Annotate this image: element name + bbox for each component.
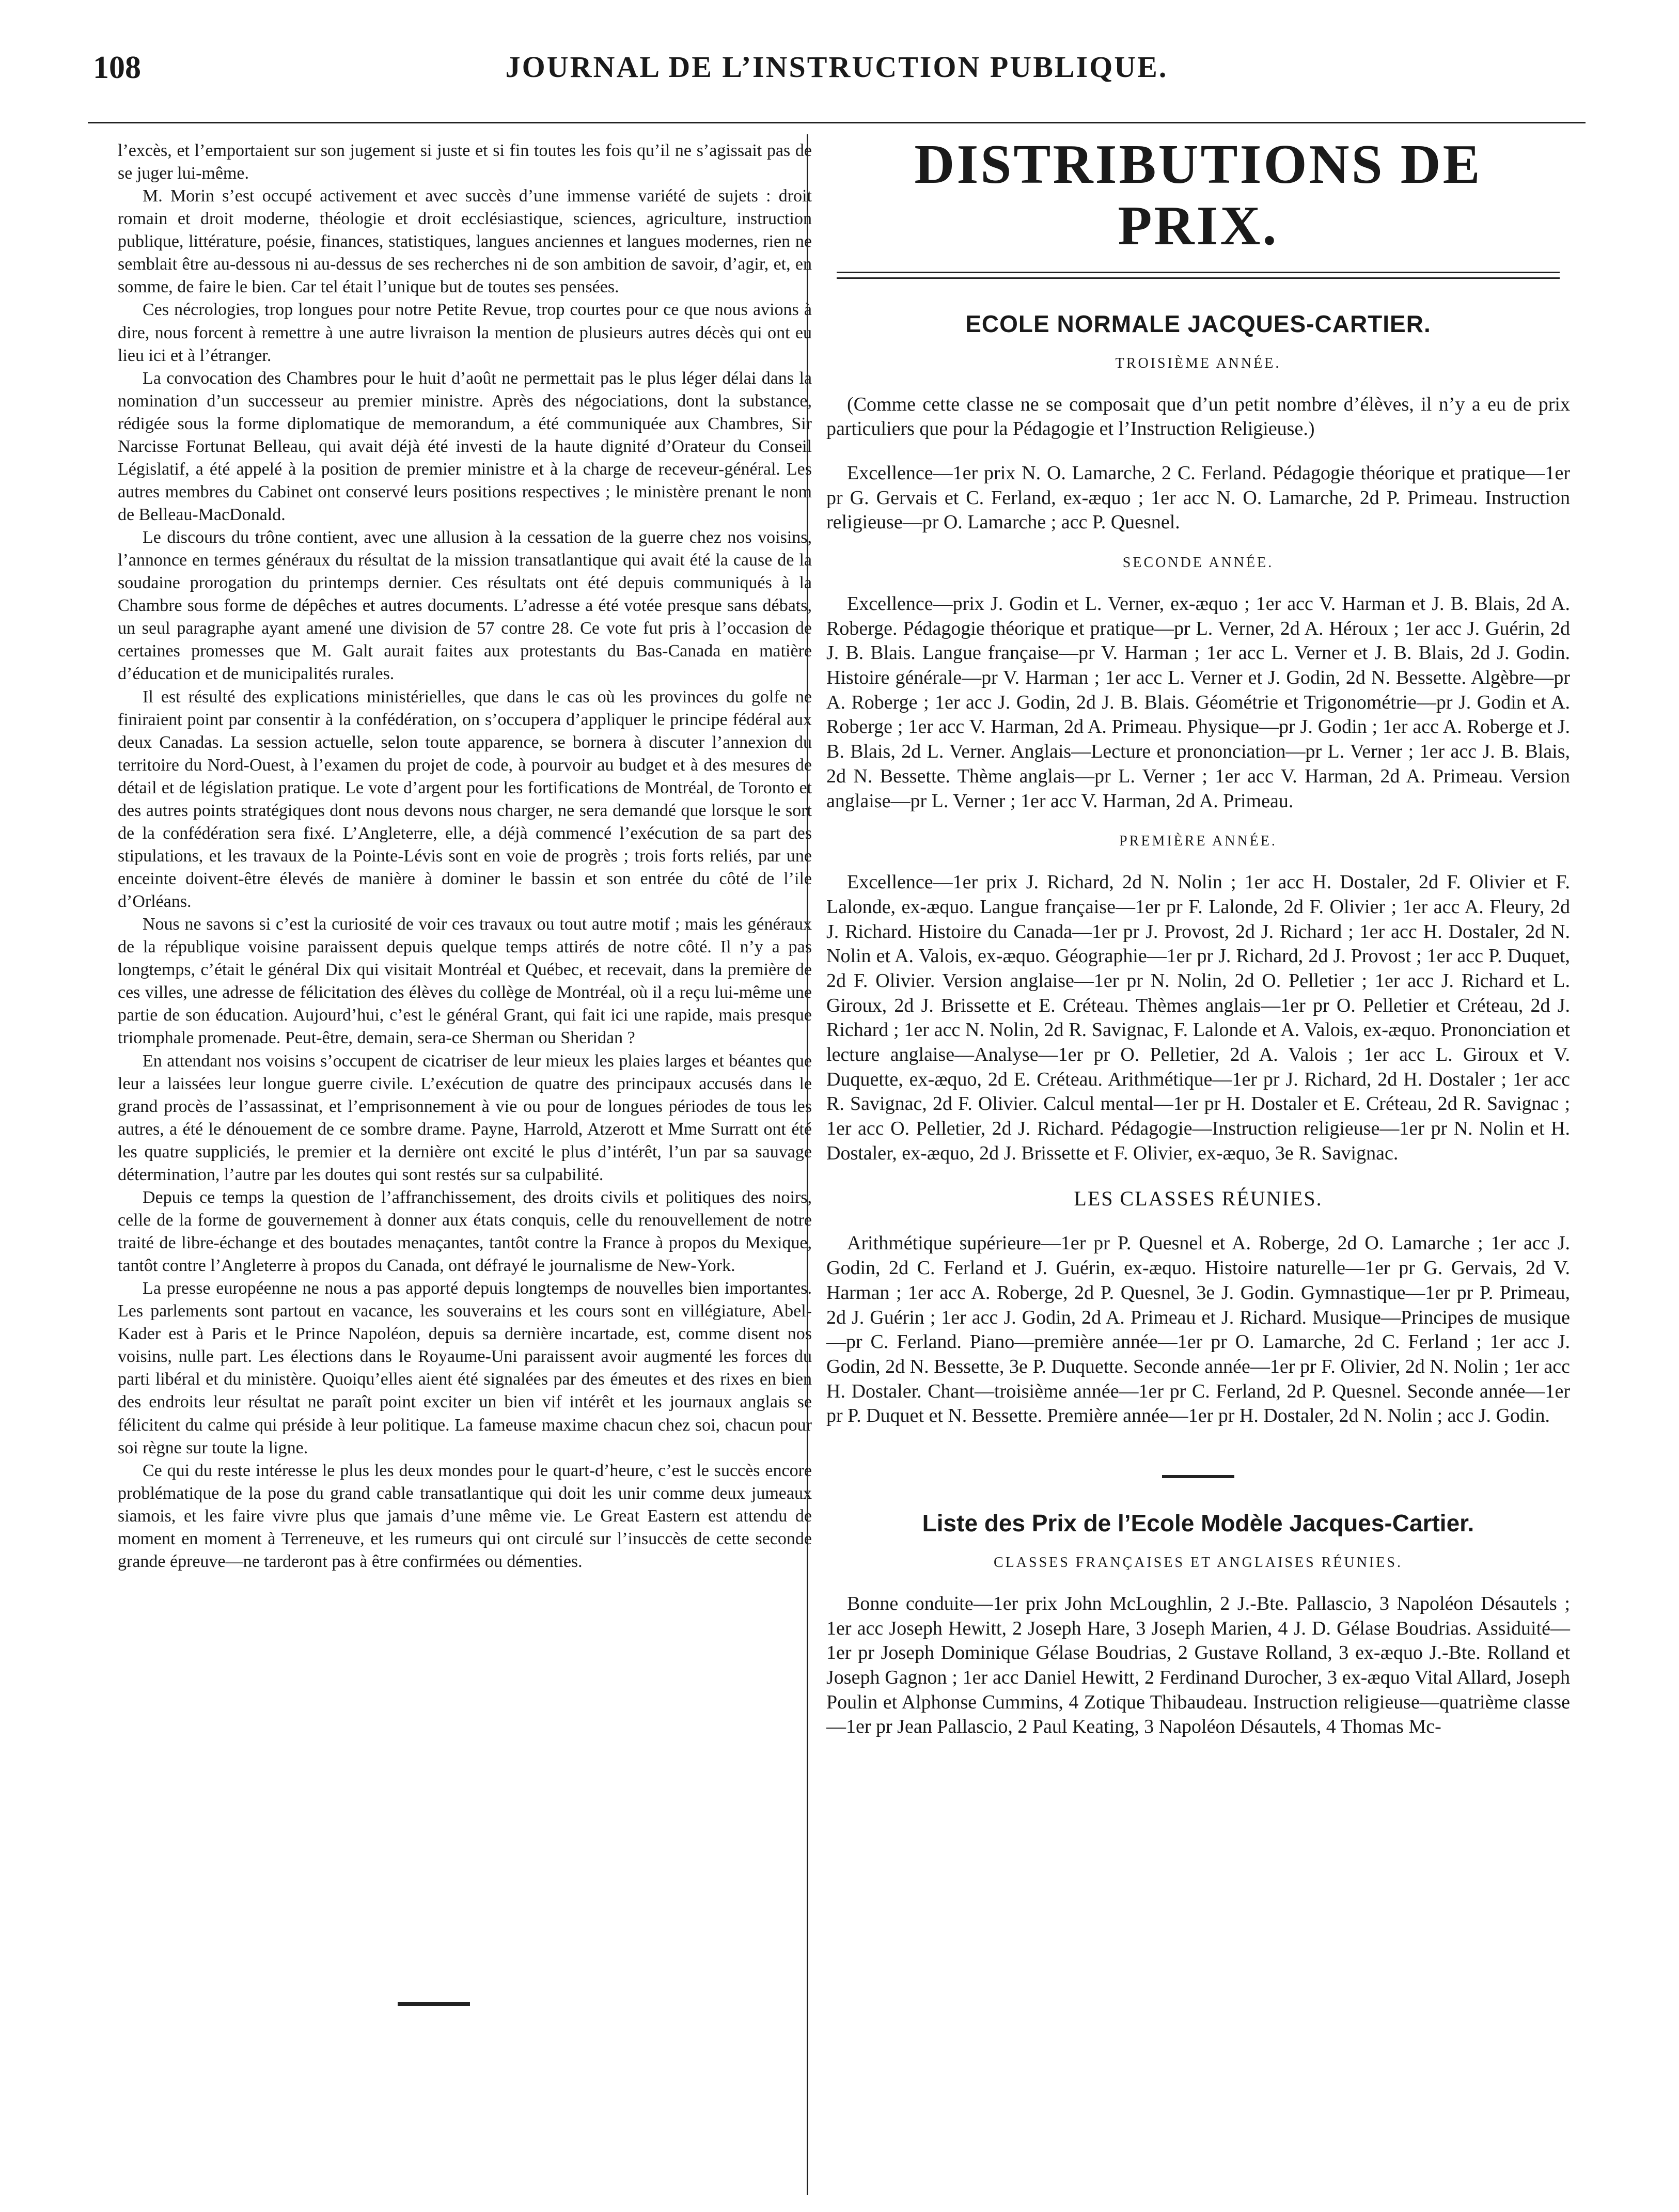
prize-list-modele: Bonne conduite—1er prix John McLoughlin, 2 J.-Bte. Pallascio, 3 Napoléon Désautels ; 1er acc Joseph Hewitt, 2 Joseph Hare, 3 Joseph Marien, 4 J. D. Gélase Boudrias. Assiduité—1er pr Joseph Dominique Gélase Boudrias, 2 Gustave Rolland, 3 ex-æquo J.-Bte. Rolland et Joseph Gagnon ; 1er acc Daniel Hewitt, 2 Ferdinand Durocher, 3 ex-æquo Vital Allard, Joseph Poulin et Alphonse Cummins, 4 Zotique Thibaudeau. Instruction religieuse—quatrième classe—1er pr Jean Pallascio, 2 Paul Keating, 3 Napoléon Désautels, 4 Thomas Mc-: [826, 1592, 1570, 1738]
class-note: (Comme cette classe ne se composait que d’un petit nombre d’élèves, il n’y a eu de prix particuliers que pour la Pédagogie et l’Instruction Religieuse.): [826, 393, 1570, 440]
journal-title: JOURNAL DE L’INSTRUCTION PUBLIQUE.: [505, 50, 1168, 84]
classes-reunies-heading: LES CLASSES RÉUNIES.: [1074, 1187, 1323, 1211]
year-heading-seconde: SECONDE ANNÉE.: [1122, 555, 1274, 571]
paragraph: Ces nécrologies, trop longues pour notre Petite Revue, trop courtes pour ce que nous avions à dire, nous forcent à remettre à une autre livraison la mention de plusieurs autres décès qui ont eu lieu ici et à l’étranger.: [118, 300, 812, 365]
school-title: ECOLE NORMALE JACQUES-CARTIER.: [965, 310, 1431, 337]
year-heading-premiere: PREMIÈRE ANNÉE.: [1119, 833, 1277, 850]
right-column: [826, 134, 1570, 1759]
paragraph: La convocation des Chambres pour le huit d’août ne permettait pas le plus léger délai dans la nomination d’un successeur au premier ministre. Après des négociations, dont la substance, rédigée sous la forme diplomatique de memorandum, a été communiquée aux Chambres, Sir Narcisse Fortunat Belleau, qui avait déjà été investi de la haute dignité d’Orateur du Conseil Législatif, a été appelé à la position de premier ministre et à la charge de receveur-général. Les autres membres du Cabinet ont conservé leurs positions respectives ; le ministère prenant le nom de Belleau-MacDonald.: [118, 368, 812, 524]
paragraph: Nous ne savons si c’est la curiosité de voir ces travaux ou tout autre motif ; mais les généraux de la république voisine paraissent depuis quelque temps attirés de notre côté. Il n’y a pas longtemps, c’était le général Dix qui visitait Montréal et Québec, et recevait, dans la première de ces villes, une adresse de félicitation des élèves du collège de Montréal, où il a reçu lui-même une partie de son éducation. Aujourd’hui, c’est le général Grant, qui fait ici une rapide, mais presque triomphale promenade. Peut-être, demain, sera-ce Sherman ou Sheridan ?: [118, 915, 812, 1048]
paragraph: M. Morin s’est occupé activement et avec succès d’une immense variété de sujets : droit romain et droit moderne, théologie et droit ecclésiastique, sciences, agriculture, instruction publique, littérature, poésie, finances, statistiques, langues anciennes et langues modernes, rien ne semblait être au-dessous ni au-dessus de ses recherches ni de son ambition de savoir, d’agir, et, en somme, de faire le bien. Car tel était l’unique but de toutes ses pensées.: [118, 186, 812, 297]
ecole-modele-subheading: CLASSES FRANÇAISES ET ANGLAISES RÉUNIES.: [994, 1554, 1403, 1571]
section-separator: [1162, 1475, 1234, 1478]
paragraph: Ce qui du reste intéresse le plus les deux mondes pour le quart-d’heure, c’est le succès encore problématique de la pose du grand cable transatlantique qui doit les unir comme deux jumeaux siamois, et les faire vivre plus que jamais d’une même vie. Le Great Eastern est attendu de moment en moment à Terreneuve, et les rumeurs qui ont circulé sur l’insuccès de cette seconde grande épreuve—ne tarderont pas à être confirmées ou démenties.: [118, 1461, 812, 1571]
prize-list-premiere: Excellence—1er prix J. Richard, 2d N. Nolin ; 1er acc H. Dostaler, 2d F. Olivier et F. Lalonde, ex-æquo. Langue française—1er pr F. Lalonde, 2d F. Olivier ; 1er acc A. Fleury, 2d J. Richard. Histoire du Canada—1er pr J. Provost, 2d J. Richard ; 1er acc H. Dostaler, 2d N. Nolin et A. Valois, ex-æquo. Géographie—1er pr J. Richard, 2d J. Provost ; 1er acc P. Duquet, 2d F. Olivier. Version anglaise—1er pr N. Nolin, 2d O. Pelletier ; 1er acc J. Richard et L. Giroux, 2d J. Brissette et E. Créteau. Thèmes anglais—1er pr O. Pelletier et Créteau, 2d J. Richard ; 1er acc N. Nolin, 2d R. Savignac, F. Lalonde et A. Valois, ex-æquo. Prononciation et lecture anglaise—Analyse—1er pr O. Pelletier, 2d A. Valois ; 1er acc L. Giroux et V. Duquette, ex-æquo, 2d E. Créteau. Arithmétique—1er pr J. Richard, 2d H. Dostaler ; 1er acc R. Savignac, 2d F. Olivier. Calcul mental—1er pr H. Dostaler et E. Créteau, 2d R. Savignac ; 1er acc O. Pelletier, 2d J. Richard. Pédagogie—Instruction religieuse—1er pr N. Nolin et H. Dostaler, ex-æquo, 2d J. Brissette et F. Olivier, ex-æquo, 3e R. Savignac.: [826, 871, 1570, 1164]
paragraph: Il est résulté des explications ministérielles, que dans le cas où les provinces du golfe ne finiraient point par consentir à la confédération, on s’occupera d’appliquer le principe fédéral aux deux Canadas. La session actuelle, selon toute apparence, se bornera à discuter l’annexion du territoire du Nord-Ouest, à l’examen du projet de code, à pourvoir au budget et à des mesures de détail et de législation pratique. Le vote d’argent pour les fortifications de Montréal, de Toronto et des autres points stratégiques dont nous devons nous charger, ne sera demandé que lorsque le sort de la confédération sera fixé. L’Angleterre, elle, a déjà commencé l’exécution de sa part des stipulations, et les travaux de la Pointe-Lévis sont en voie de progrès ; trois forts reliés, par une enceinte doivent-être élevés de manière à dominer le bassin et son entrée du côté de l’ile d’Orléans.: [118, 687, 812, 912]
paragraph: La presse européenne ne nous a pas apporté depuis longtemps de nouvelles bien importantes. Les parlements sont partout en vacance, les souverains et les cours sont en villégiature, Abel-Kader est à Paris et le Prince Napoléon, depuis sa dernière incartade, est, comme disent nos voisins, nulle part. Les élections dans le Royaume-Uni paraissent avoir augmenté les forces du parti libéral et du ministère. Quoiqu’elles aient été signalées par des émeutes et des rixes en bien des endroits leur résultat ne paraît point exciter un bien vif intérêt et les journaux anglais se félicitent du calme qui préside à leur politique. La fameuse maxime chacun chez soi, chacun pour soi règne sur toute la ligne.: [118, 1279, 812, 1457]
paragraph: En attendant nos voisins s’occupent de cicatriser de leur mieux les plaies larges et béantes que leur a laissées leur longue guerre civile. L’exécution de quatre des principaux accusés dans le grand procès de l’assassinat, et l’emprisonnement à vie ou pour de longues périodes de tous les autres, a été le dénouement de ce sombre drame. Payne, Harrold, Atzerott et Mme Surratt ont été les quatre suppliciés, le premier et la dernière ont excité le plus d’intérêt, l’un par sa sauvage détermination, l’autre par les doutes qui sont restés sur sa culpabilité.: [118, 1051, 812, 1184]
prize-list-seconde: Excellence—prix J. Godin et L. Verner, ex-æquo ; 1er acc V. Harman et J. B. Blais, 2d A. Roberge. Pédagogie théorique et pratique—pr L. Verner, 2d A. Héroux ; 1er acc J. Guérin, 2d J. B. Blais. Langue française—pr V. Harman ; 1er acc L. Verner et J. B. Blais, 2d J. Godin. Histoire générale—pr V. Harman ; 1er acc L. Verner et J. Godin, 2d N. Bessette. Algèbre—pr A. Roberge ; 1er acc J. Godin, 2d J. B. Blais. Géométrie et Trigonométrie—pr J. Godin et A. Roberge ; 1er acc V. Harman, 2d A. Primeau. Physique—pr J. Godin ; 1er acc A. Roberge et J. B. Blais, 2d L. Verner. Anglais—Lecture et prononciation—pr L. Verner ; 1er acc J. B. Blais, 2d N. Bessette. Thème anglais—pr L. Verner ; 1er acc V. Harman, 2d A. Primeau. Version anglaise—pr L. Verner ; 1er acc V. Harman, 2d A. Primeau.: [826, 593, 1570, 812]
paragraph: Le discours du trône contient, avec une allusion à la cessation de la guerre chez nos voisins, l’annonce en termes généraux du résultat de la mission transatlantique qui avait été la cause de la soudaine prorogation du printemps dernier. Ces résultats ont été depuis communiqués à la Chambre sous forme de dépêches et autres documents. L’adresse a été votée presque sans débats, un seul paragraphe ayant amené une division de 57 contre 28. Ce vote fut pris à l’occasion de certaines promesses que M. Galt aurait faites aux protestants du Bas-Canada en matière d’éducation et de municipalités rurales.: [118, 528, 812, 684]
paragraph: l’excès, et l’emportaient sur son jugement si juste et si fin toutes les fois qu’il ne s’agissait pas de se juger lui-même.: [118, 141, 812, 183]
left-column: [118, 139, 812, 1573]
prize-list-reunies: Arithmétique supérieure—1er pr P. Quesnel et A. Roberge, 2d O. Lamarche ; 1er acc J. Godin, 2d C. Ferland et J. Guérin, ex-æquo. Histoire naturelle—1er pr G. Gervais, 2d V. Harman ; 1er acc A. Roberge, 2d P. Quesnel, 3e J. Godin. Gymnastique—1er pr P. Primeau, 2d J. Guérin ; 1er acc J. Godin, 2d A. Primeau et J. Richard. Musique—Principes de musique—pr C. Ferland. Piano—première année—1er pr O. Lamarche, 2d C. Ferland ; 1er acc J. Godin, 2d N. Bessette, 3e P. Duquette. Seconde année—1er pr F. Olivier, 2d N. Nolin ; 1er acc H. Dostaler. Chant—troisième année—1er pr C. Ferland, 2d P. Quesnel. Seconde année—1er pr P. Duquet et N. Bessette. Première année—1er pr H. Dostaler, 2d N. Nolin ; acc J. Godin.: [826, 1232, 1570, 1427]
prize-list-troisieme: Excellence—1er prix N. O. Lamarche, 2 C. Ferland. Pédagogie théorique et pratique—1er pr G. Gervais et C. Ferland, ex-æquo ; 1er acc N. O. Lamarche, 2d P. Primeau. Instruction religieuse—pr O. Lamarche ; acc P. Quesnel.: [826, 462, 1570, 534]
column-divider: [807, 134, 808, 2195]
page-header: [88, 50, 1586, 91]
main-title: DISTRIBUTIONS DE PRIX.: [914, 134, 1482, 257]
year-heading-troisieme: TROISIÈME ANNÉE.: [1115, 355, 1281, 371]
header-rule: [88, 122, 1586, 123]
section-end-rule: [398, 2002, 470, 2006]
paragraph: Depuis ce temps la question de l’affranchissement, des droits civils et politiques des noirs, celle de la forme de gouvernement à donner aux états conquis, celle du renouvellement de notre traité de libre-échange et des boutades menaçantes, tantôt contre la France à propos du Mexique, tantôt contre l’Angleterre à propos du Canada, ont défrayé le journalisme de New-York.: [118, 1187, 812, 1276]
ecole-modele-title: Liste des Prix de l’Ecole Modèle Jacques-Cartier.: [922, 1509, 1474, 1536]
page-number: 108: [93, 50, 141, 85]
double-rule: [837, 272, 1560, 279]
